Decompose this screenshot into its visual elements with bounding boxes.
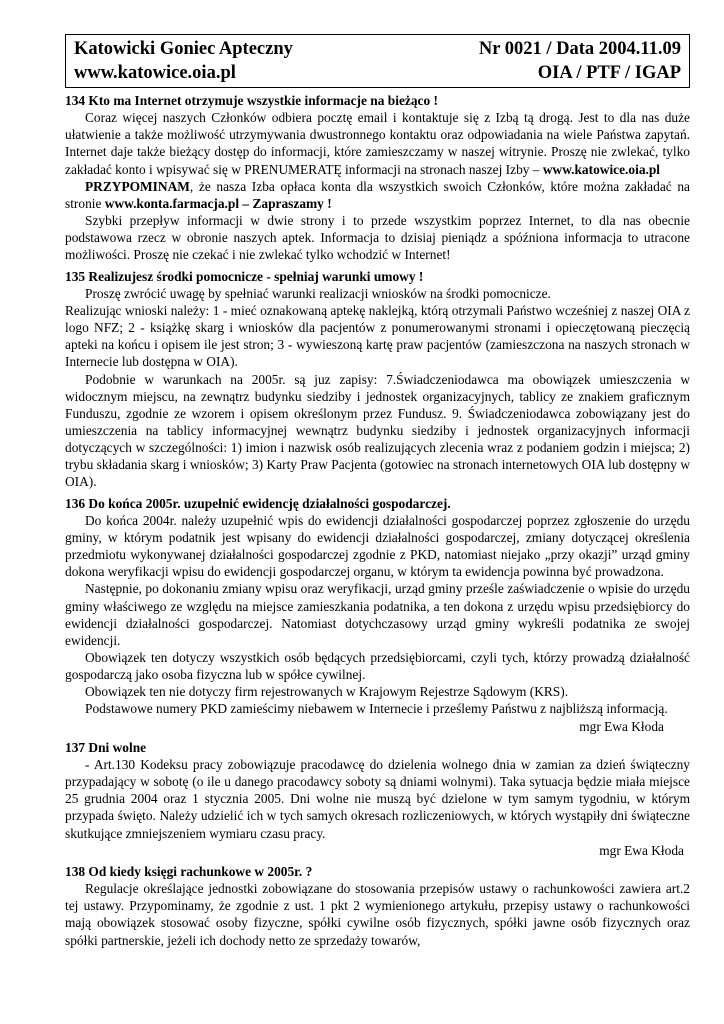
article-134-heading: 134 Kto ma Internet otrzymuje wszystkie informacje na bieżąco ! xyxy=(65,93,438,108)
article-137-signature: mgr Ewa Kłoda xyxy=(599,842,684,858)
article-136-paragraph-5: Podstawowe numery PKD zamieścimy niebawem w Internecie i prześlemy Państwu z najbliższą informacją. xyxy=(85,701,668,717)
newsletter-title: Katowicki Goniec Apteczny xyxy=(74,39,293,59)
izba-website-link: www.katowice.oia.pl xyxy=(542,161,661,177)
article-136-heading: 136 Do końca 2005r. uzupełnić ewidencję działalności gospodarczej. xyxy=(65,495,451,511)
article-135-paragraph-2: Realizując wnioski należy: 1 - mieć oznakowaną aptekę naklejką, którą otrzymali Państwo wcześniej z naszej OIA z logo NFZ; 2 - książkę skarg i wniosków dla pacjentów z ponumerowanymi stronami i opieczętowaną pieczęcią apteki na końcu i opisem ile jest stron; 3 - wywieszoną kartę praw pacjentów (zamieszczona na naszych stronach w Internecie lub dostępna w OIA). xyxy=(65,302,690,370)
article-136-signature: mgr Ewa Kłoda xyxy=(579,718,664,734)
masthead xyxy=(65,34,690,88)
konta-website-link: www.konta.farmacja.pl – Zapraszamy ! xyxy=(104,195,332,211)
article-136-paragraph-1: Do końca 2004r. należy uzupełnić wpis do ewidencji działalności gospodarczej poprzez zgłoszenie do urzędu gminy, w którym podatnik jest wpisany do ewidencji działalności gospodarczej, zmiany dotyczącej określenia przedmiotu wykonywanej działalności gospodarczej zgodnie z PKD, natomiast niejako „przy okazji” urząd gminy dokona weryfikacji wpisu do ewidencji gospodarczej organu, w którym ta ewidencja powinna być prowadzona. xyxy=(65,512,690,580)
article-134-paragraph-2 xyxy=(65,178,690,212)
issue-number-date: Nr 0021 / Data 2004.11.09 xyxy=(478,39,681,59)
article-138-heading: 138 Od kiedy księgi rachunkowe w 2005r. ? xyxy=(65,863,313,879)
newsletter-page xyxy=(65,34,690,949)
przypominam-text: PRZYPOMINAM xyxy=(85,178,190,194)
article-135-paragraph-3: Podobnie w warunkach na 2005r. są juz zapisy: 7.Świadczeniodawca ma obowiązek umieszczenia w widocznym miejscu, na zewnątrz budynku siedziby i jednostek organizacyjnych, tablicy ze znakiem graficznym Funduszu, zgodnie ze wzorem i opisem określonym przez Fundusz. 9. Świadczeniodawca zobowiązany jest do umieszczenia na tablicy informacyjnej wewnątrz budynku siedziby i jednostek organizacyjnych informacji dotyczących w szczególności: 1) imion i nazwisk osób realizujących zlecenia wraz z podaniem godzin i miejsca; 2) trybu składania skarg i wniosków; 3) Karty Praw Pacjenta (gotowiec na stronach internetowych OIA lub dostępny w OIA). xyxy=(65,371,690,490)
article-135-heading: 135 Realizujesz środki pomocnicze - spełniaj warunki umowy ! xyxy=(65,268,424,284)
article-134-text: Coraz więcej naszych Członków odbiera pocztę email i kontaktuje się z Izbą tą drogą. Jest to dla nas duże ułatwienie a także możliwość utrzymywania dwustronnego kontaktu oraz odpowiadania na wiele Państwa zapytań. Internet daje także bieżący dostęp do informacji, które zamieszczamy w naszej witrynie. Proszę nie zwlekać, tylko zakładać konto i wpisywać się w PRENUMERATĘ informacji na stronach naszej Izby – xyxy=(65,110,690,177)
article-134-text-2: , że nasza Izba opłaca konta dla wszystkich swoich Członków, które można zakładać na stronie xyxy=(65,178,690,211)
article-content xyxy=(65,92,690,949)
article-134-paragraph-1 xyxy=(65,109,690,178)
article-136-paragraph-2: Następnie, po dokonaniu zmiany wpisu oraz weryfikacji, urząd gminy prześle zaświadczenie o wpisie do urzędu gminy właściwego ze względu na miejsce zamieszkania podatnika, a ten dokona z urzędu wpisu przedsiębiorcy do ewidencji działalności gospodarczej. Natomiast dotychczasowy urząd gminy wykreśli podatnika ze swojej ewidencji. xyxy=(65,581,690,648)
article-137-heading: 137 Dni wolne xyxy=(65,739,147,755)
masthead-row-1 xyxy=(74,37,681,61)
article-136-paragraph-3: Obowiązek ten dotyczy wszystkich osób będących przedsiębiorcami, czyli tych, którzy prowadzą działalność gospodarczą jako osoba fizyczna lub w spółce cywilnej. xyxy=(65,650,690,683)
article-134-paragraph-3: Szybki przepływ informacji w dwie strony i to przede wszystkim poprzez Internet, to dla nas obecnie podstawowa rzecz w obronie naszych aptek. Informacja to dzisiaj pieniądz a spóźniona informacja to utracone możliwości. Proszę nie czekać i nie zwlekać tylko wchodzić w Internet! xyxy=(65,213,690,263)
article-135-paragraph-1: Proszę zwrócić uwagę by spełniać warunki realizacji wniosków na środki pomocnicze. xyxy=(85,285,551,301)
organizations: OIA / PTF / IGAP xyxy=(537,63,681,83)
masthead-row-2 xyxy=(74,61,681,85)
article-137-paragraph-1: - Art.130 Kodeksu pracy zobowiązuje pracodawcę do dzielenia wolnego dnia w zamian za dzień świąteczny przypadający w sobotę (o ile u danego pracodawcy soboty są dniami wolnymi). Taka sytuacja będzie miała miejsce 25 grudnia 2004 oraz 1 stycznia 2005. Dni wolne nie muszą być dzielone w tym samym tygodniu, w którym przypada święto. Należy udzielić ich w tych samych okresach rozliczeniowych, w których wystąpiły dni świąteczne skutkujące zmniejszeniem wymiaru czasu pracy. xyxy=(65,756,690,841)
article-138-paragraph-1: Regulacje określające jednostki zobowiązane do stosowania przepisów ustawy o rachunkowości zawiera art.2 tej ustawy. Przypominamy, że zgodnie z ust. 1 pkt 2 wymienionego artykułu, przepisy ustawy o rachunkowości mają obowiązek stosować osoby fizyczne, spółki cywilne osób fizycznych, spółki jawne osób fizycznych oraz spółki partnerskie, jeżeli ich dochody netto ze sprzedaży towarów, xyxy=(65,881,690,948)
website-address: www.katowice.oia.pl xyxy=(74,63,236,83)
article-136-paragraph-4: Obowiązek ten nie dotyczy firm rejestrowanych w Krajowym Rejestrze Sądowym (KRS). xyxy=(85,684,569,700)
